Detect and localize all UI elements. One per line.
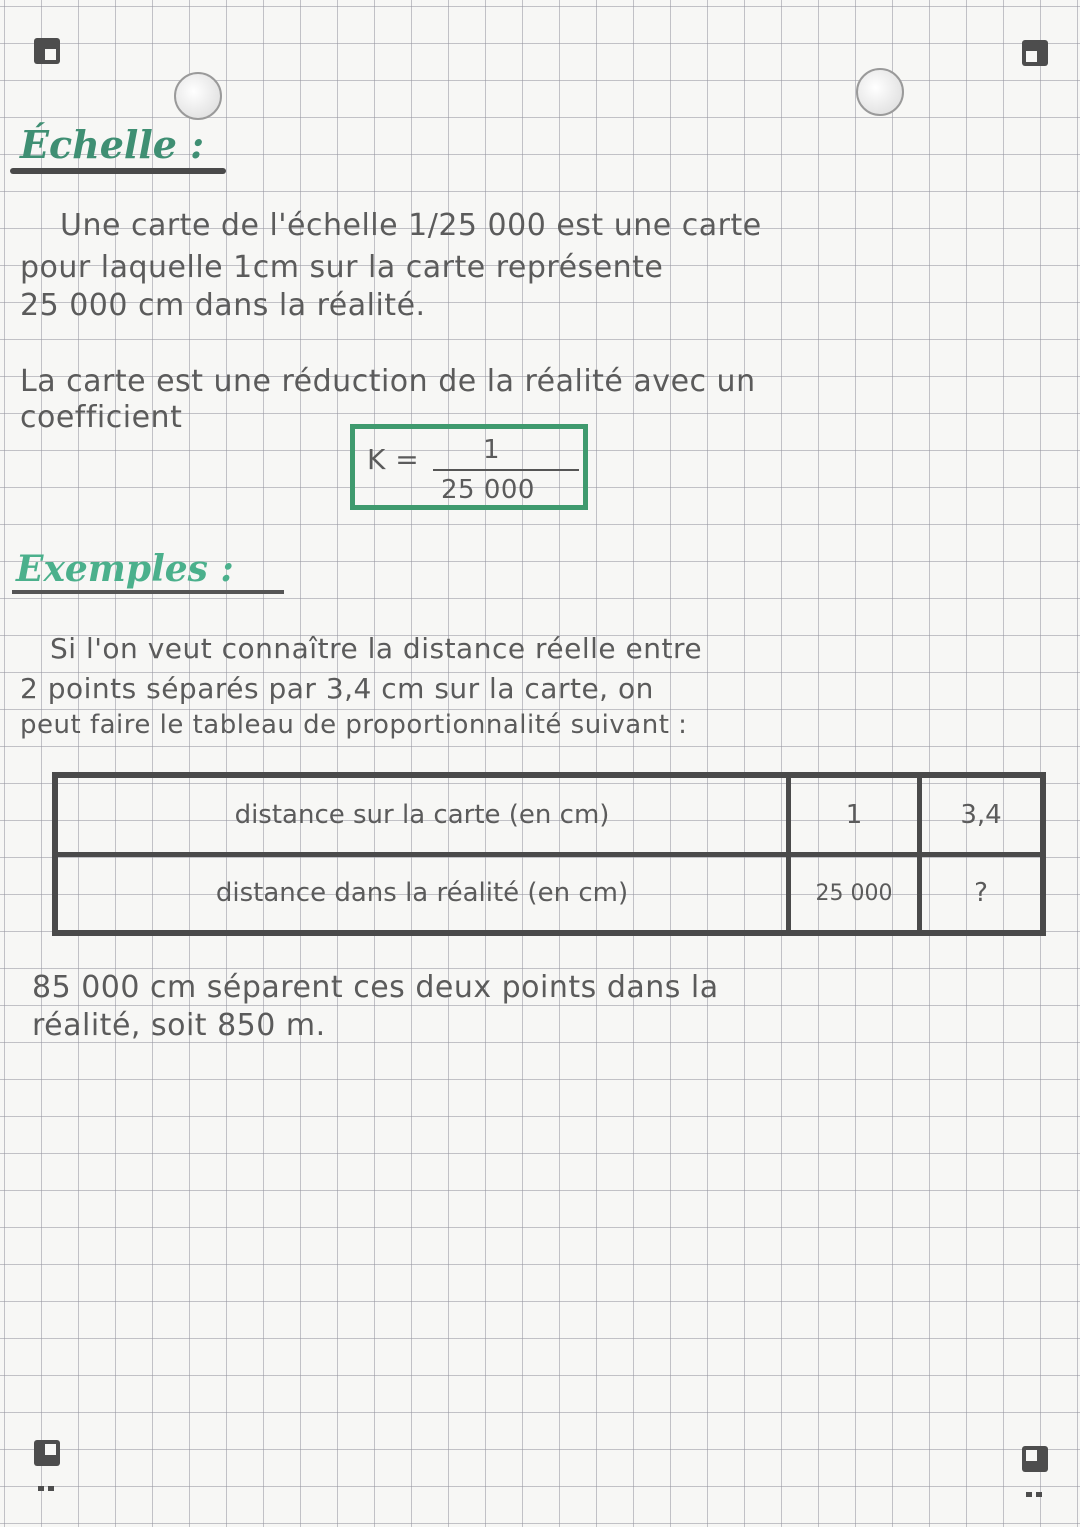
formula-label: K = (367, 443, 420, 476)
corner-mark-top-left (34, 38, 60, 64)
coefficient-formula-box (350, 424, 588, 510)
table-cell-value: 1 (789, 775, 920, 854)
conclusion-line: 85 000 cm séparent ces deux points dans la (32, 970, 719, 1005)
corner-dots-bottom-left (38, 1476, 64, 1481)
table-cell-value: 3,4 (920, 775, 1044, 854)
examples-underline (12, 590, 284, 594)
fraction-bar (433, 469, 579, 471)
proportionality-table (52, 772, 1046, 936)
intro-line: pour laquelle 1cm sur la carte représente (20, 250, 664, 285)
title-underline (10, 168, 226, 174)
reduction-line: La carte est une réduction de la réalité avec un (20, 364, 756, 399)
example-line: Si l'on veut connaître la distance réelle entre (50, 632, 703, 665)
intro-line: Une carte de l'échelle 1/25 000 est une carte (60, 208, 762, 243)
corner-mark-top-right (1022, 40, 1048, 66)
table-cell-value: ? (920, 854, 1044, 933)
example-line: peut faire le tableau de proportionnalité suivant : (20, 710, 688, 740)
corner-dots-bottom-right (1026, 1482, 1052, 1487)
examples-title: Exemples : (16, 548, 234, 590)
table-row (55, 854, 1043, 933)
football-sticker-icon (174, 72, 222, 120)
formula-numerator: 1 (483, 435, 501, 465)
reduction-line: coefficient (20, 400, 183, 435)
football-sticker-icon (856, 68, 904, 116)
corner-mark-bottom-right (1022, 1446, 1048, 1472)
example-line: 2 points séparés par 3,4 cm sur la carte, on (20, 672, 654, 705)
corner-mark-bottom-left (34, 1440, 60, 1466)
conclusion-line: réalité, soit 850 m. (32, 1008, 326, 1043)
table-cell-label: distance dans la réalité (en cm) (55, 854, 789, 933)
table-row (55, 775, 1043, 854)
intro-line: 25 000 cm dans la réalité. (20, 288, 426, 323)
page-title: Échelle : (20, 122, 205, 167)
table-cell-label: distance sur la carte (en cm) (55, 775, 789, 854)
table-cell-value: 25 000 (789, 854, 920, 933)
formula-denominator: 25 000 (441, 475, 535, 505)
